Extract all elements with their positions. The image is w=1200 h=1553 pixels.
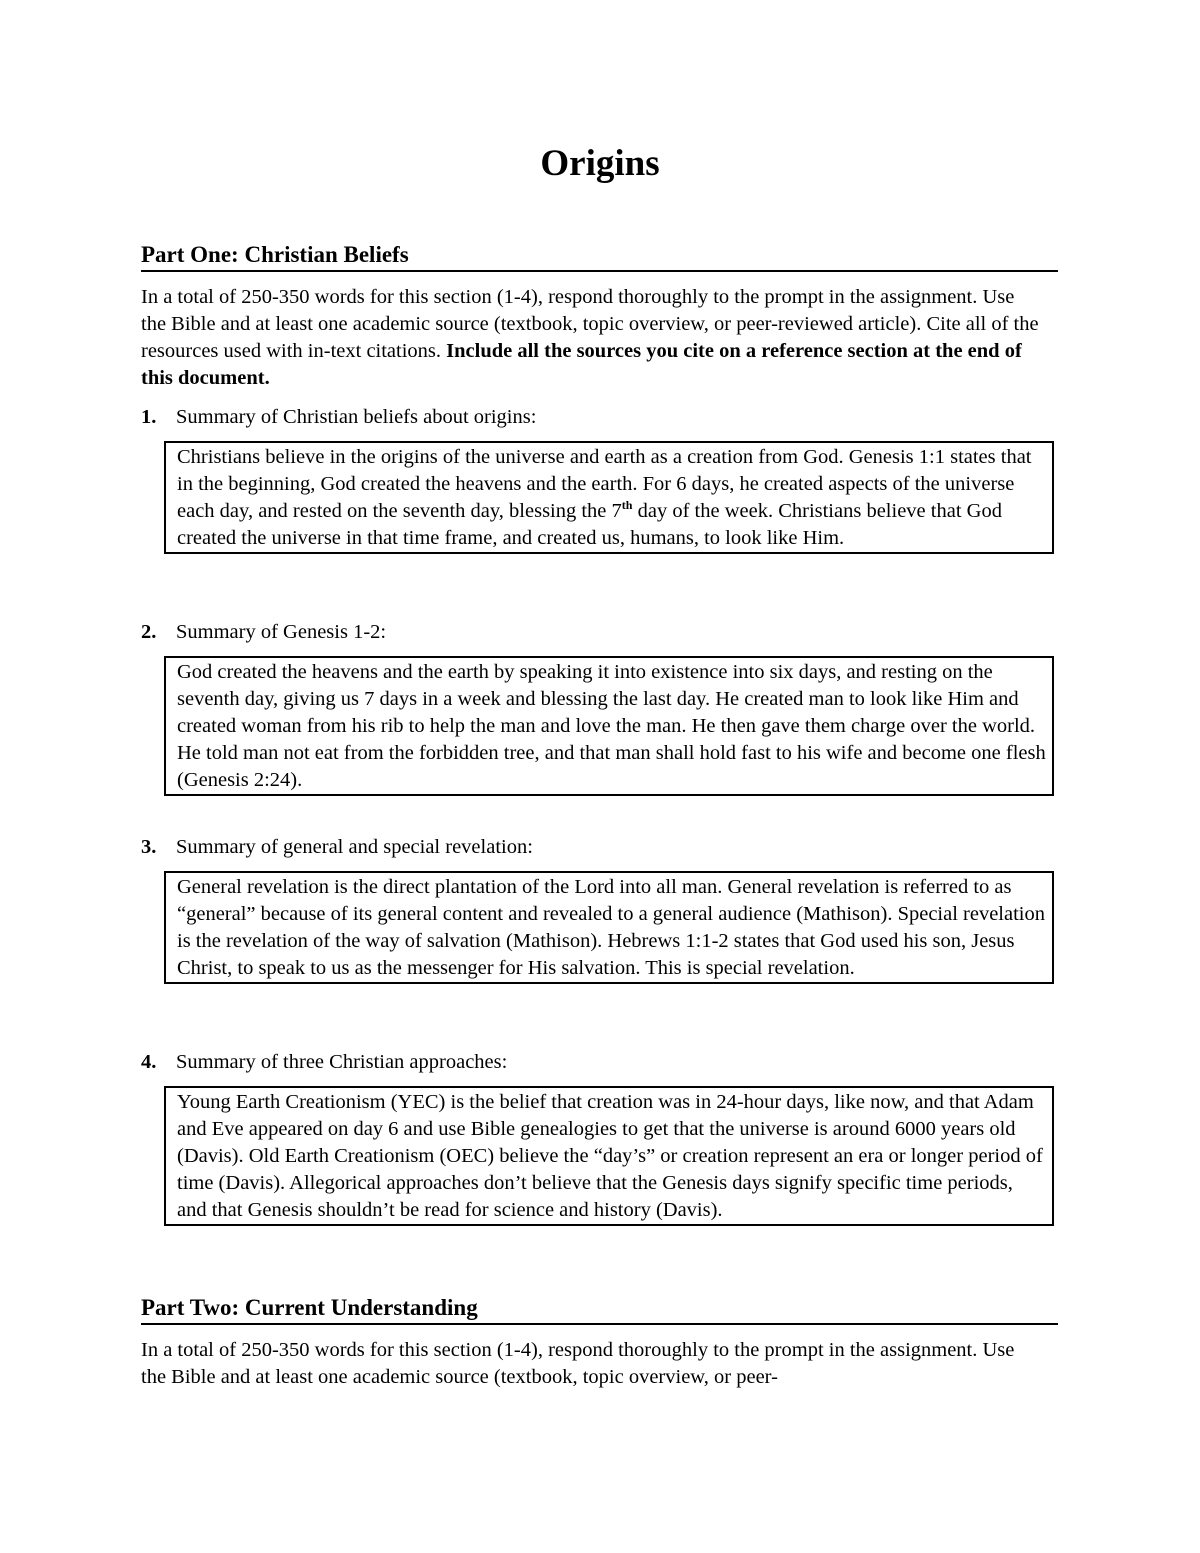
item-3-answer-text: General revelation is the direct plantation of the Lord into all man. General revelation is referred to as “general” because of its general content and revealed to a general audience (Mathison). Special revelation is the revelation of the way of salvation (Mathison). Hebrews 1:1-2 states that God used his son, Jesus Christ, to speak to us as the messenger for His salvation. This is special revelation. <box>177 876 1045 979</box>
item-1-answer-superscript: th <box>621 498 633 512</box>
item-1-label <box>141 404 1041 431</box>
item-3-label <box>141 834 1041 861</box>
part-one-heading: Part One: Christian Beliefs <box>141 241 1058 272</box>
part-two-heading: Part Two: Current Understanding <box>141 1294 1058 1325</box>
item-2-number: 2. <box>141 621 157 643</box>
item-1-number: 1. <box>141 406 157 428</box>
part-one-instructions-text: In a total of 250-350 words for this section (1-4), respond thoroughly to the prompt in the assignment. Use the Bible and at least one academic source (textbook, topic overview, or peer-reviewed article). Cite all of the resources used with in-text citations. <box>141 286 1039 362</box>
document-title: Origins <box>540 143 660 184</box>
item-3-number: 3. <box>141 836 157 858</box>
item-2-answer-text: God created the heavens and the earth by speaking it into existence into six days, and resting on the seventh day, giving us 7 days in a week and blessing the last day. He created man to look like Him and created woman from his rib to help the man and love the man. He then gave them charge over the world. He told man not eat from the forbidden tree, and that man shall hold fast to his wife and become one flesh (Genesis 2:24). <box>177 661 1046 791</box>
item-4-prompt: Summary of three Christian approaches: <box>176 1051 508 1073</box>
item-4-answer-text: Young Earth Creationism (YEC) is the belief that creation was in 24-hour days, like now, and that Adam and Eve appeared on day 6 and use Bible genealogies to get that the universe is around 6000 years old (Davis). Old Earth Creationism (OEC) believe the “day’s” or creation represent an era or longer period of time (Davis). Allegorical approaches don’t believe that the Genesis days signify specific time periods, and that Genesis shouldn’t be read for science and history (Davis). <box>177 1091 1043 1221</box>
item-4-number: 4. <box>141 1051 157 1073</box>
item-1-answer-box <box>164 441 1054 554</box>
item-3-prompt: Summary of general and special revelation: <box>176 836 533 858</box>
part-two-instructions: In a total of 250-350 words for this section (1-4), respond thoroughly to the prompt in the assignment. Use the Bible and at least one academic source (textbook, topic overview, or peer- <box>141 1339 1015 1388</box>
item-4-label <box>141 1049 1041 1076</box>
item-4-answer-box <box>164 1086 1054 1226</box>
item-2-prompt: Summary of Genesis 1-2: <box>176 621 387 643</box>
item-1-answer-text: Christians believe in the origins of the universe and earth as a creation from God. Genesis 1:1 states that in the beginning, God created the heavens and the earth. For 6 days, he created aspects of the universe each day, and rested on the seventh day, blessing the 7 <box>177 446 1032 522</box>
item-1-prompt: Summary of Christian beliefs about origins: <box>176 406 537 428</box>
item-1-answer-text-end: day of the week. Christians believe that God created the universe in that time frame, and created us, humans, to look like Him. <box>177 500 1002 549</box>
item-3-answer-box <box>164 871 1054 984</box>
part-one-instructions-bold: Include all the sources you cite on a reference section at the end of this document. <box>141 340 1022 389</box>
item-2-answer-box <box>164 656 1054 796</box>
part-one-instructions <box>141 284 1041 392</box>
item-2-label <box>141 619 1041 646</box>
